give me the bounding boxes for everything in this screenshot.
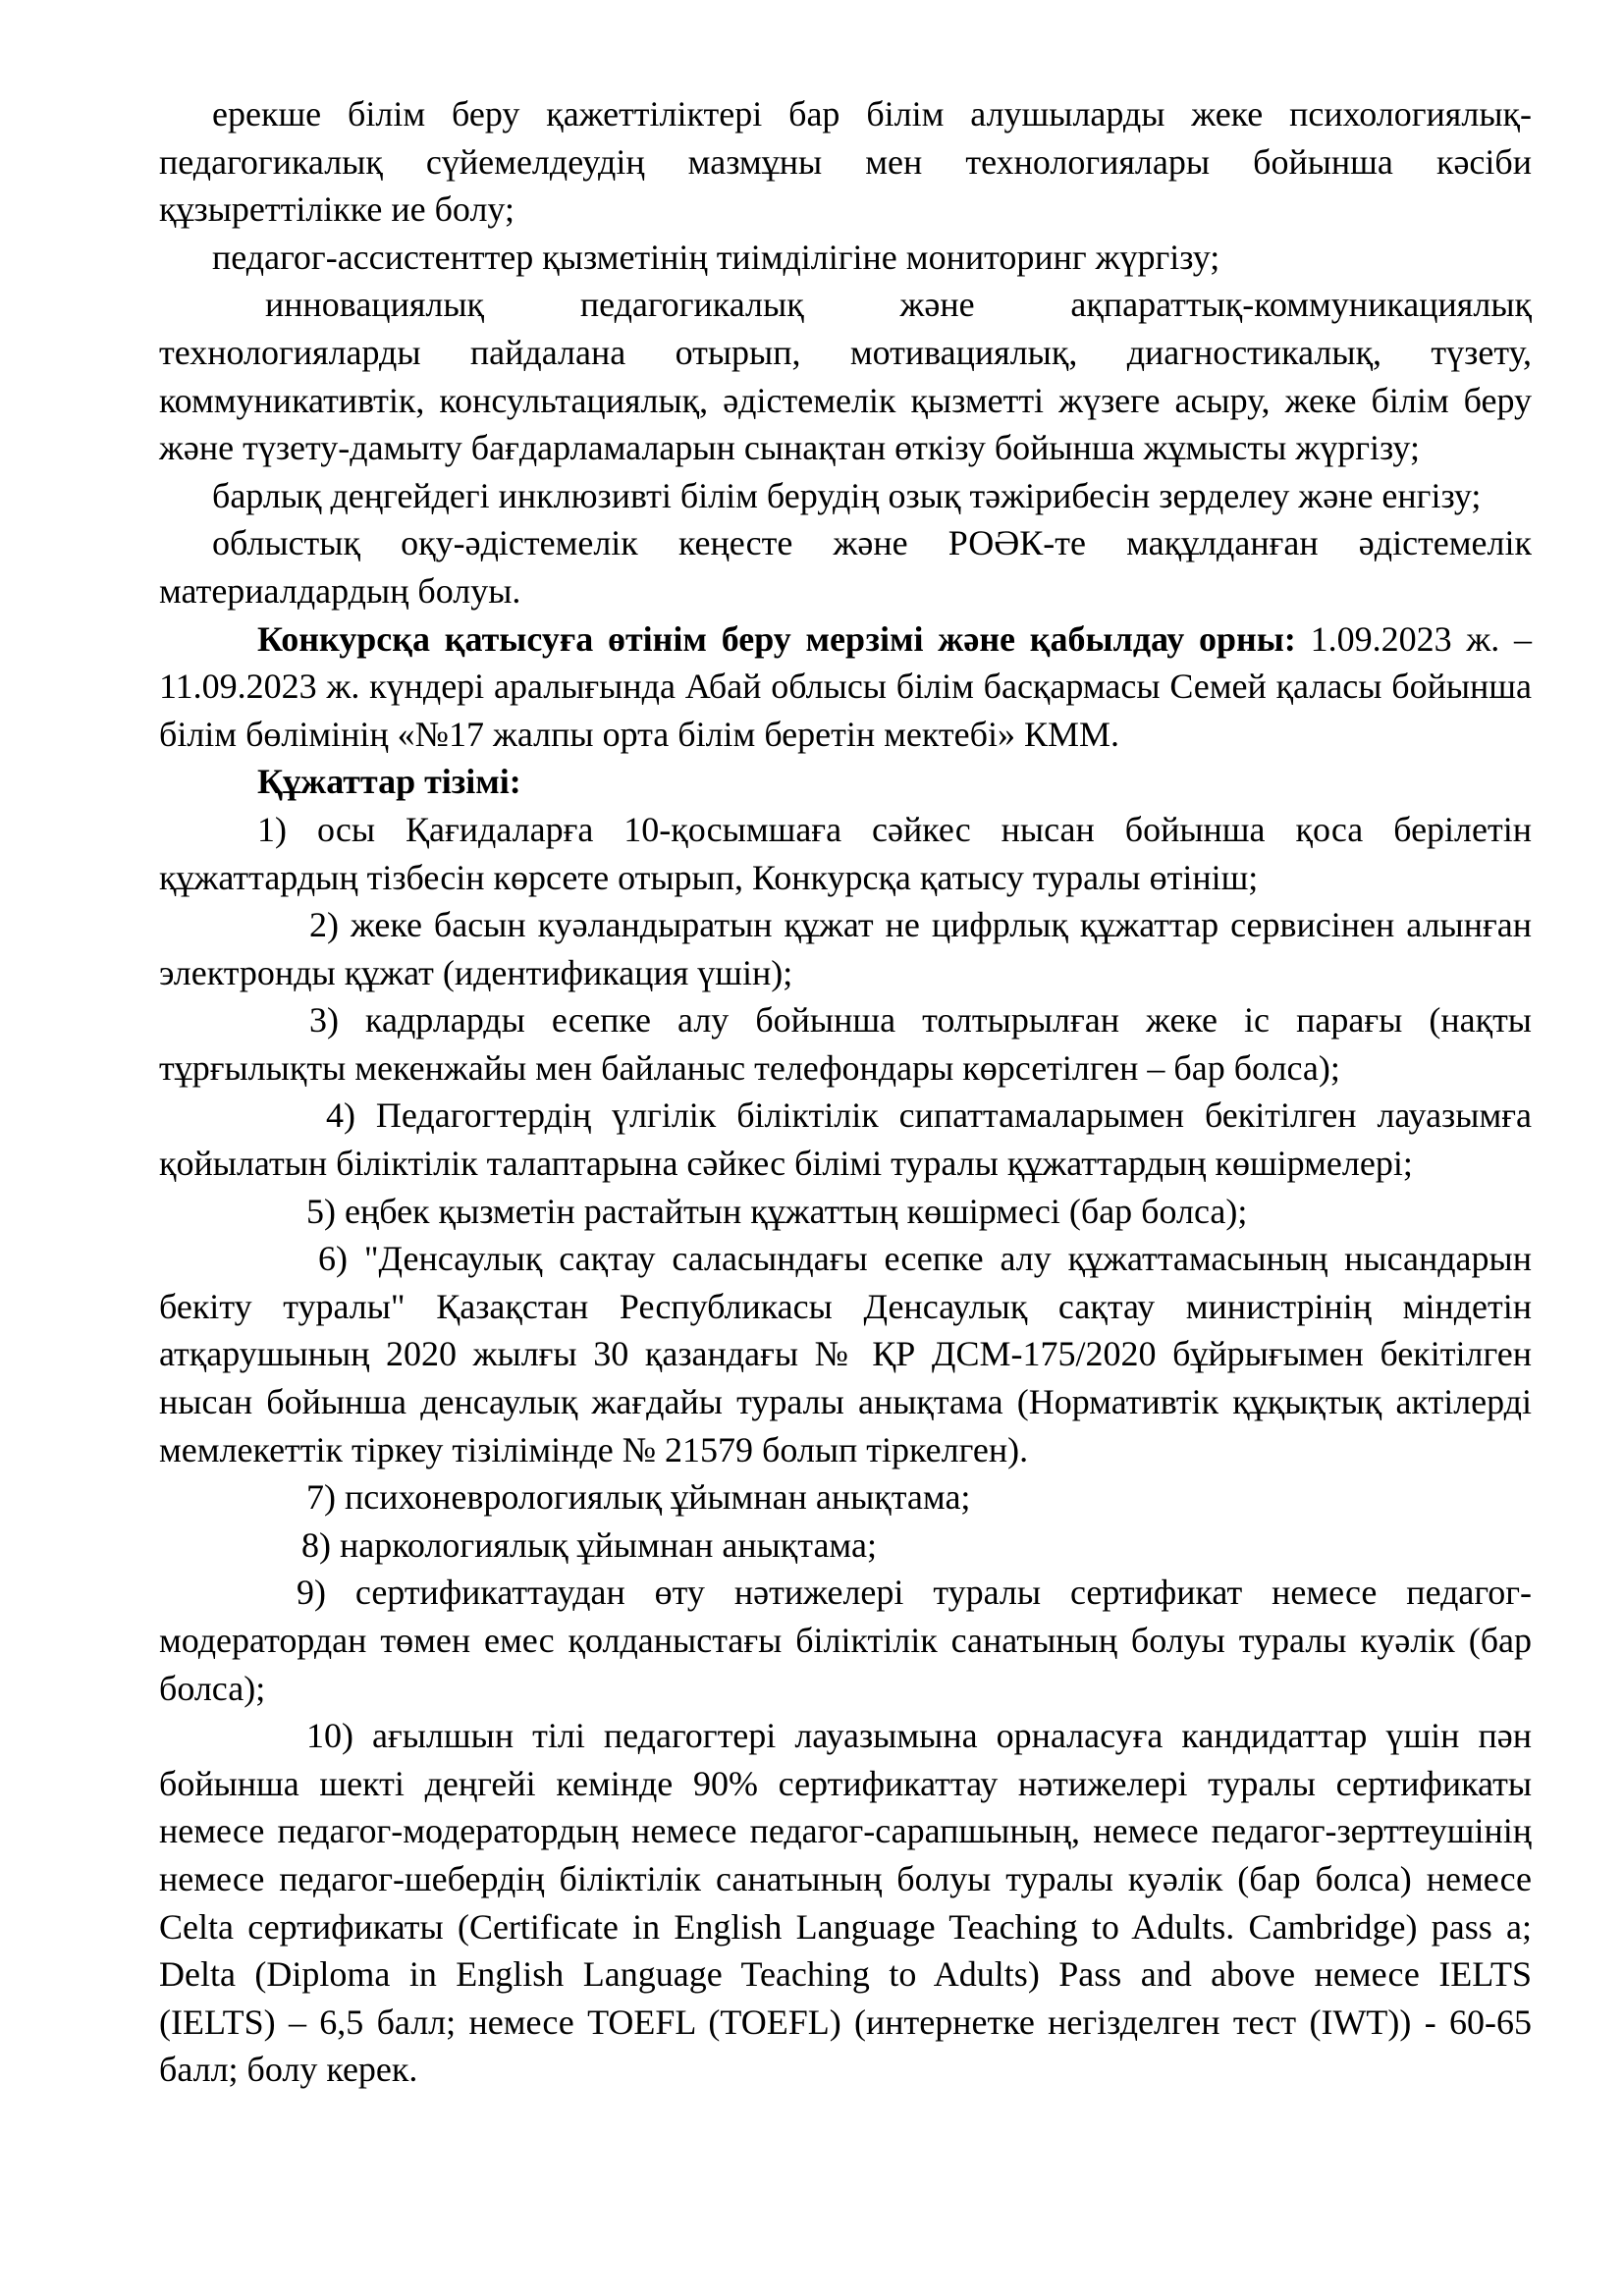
document-item-10: 10) ағылшын тілі педагогтері лауазымына орналасуға кандидаттар үшін пән бойынша шекті деңгейі кемінде 90% сертификаттау нәтижелері туралы сертификаты немесе педагог-модератордың немесе педагог-сарапшының, немесе педагог-зерттеушінің немесе педагог-шебердің біліктілік санатының болуы туралы куәлік (бар болса) немесе Celta сертификаты (Certificate in English Language Teaching to Adults. Cambridge) pass a; Delta (Diploma in English Language Teaching to Adults) Pass and above немесе IELTS (IELTS) – 6,5 балл; немесе TOEFL (TOEFL) (интернетке негізделген тест (IWT)) - 60-65 балл; болу керек.: [159, 1716, 1532, 2090]
deadline-text: 1.09.2023 ж. – 11.09.2023 ж. күндері аралығында Абай облысы білім басқармасы Семей қаласы бойынша білім бөлімінің «№17 жалпы орта білім беретін мектебі» КММ.: [159, 618, 1532, 754]
document-item-2: 2) жеке басын куәландыратын құжат не цифрлық құжаттар сервисінен алынған электронды құжат (идентификация үшін);: [159, 905, 1532, 992]
document-page: [159, 90, 1532, 2094]
documents-heading: [159, 758, 1532, 806]
document-item-7: 7) психоневрологиялық ұйымнан анықтама;: [306, 1477, 971, 1518]
document-item-5: 5) еңбек қызметін растайтын құжаттың көшірмесі (бар болса);: [306, 1191, 1248, 1231]
document-item-8: 8) наркологиялық ұйымнан анықтама;: [301, 1524, 877, 1565]
deadline-label: Конкурсқа қатысуға өтінім беру мерзімі және қабылдау орны:: [257, 618, 1296, 659]
document-item-3: 3) кадрларды есепке алу бойынша толтырылған жеке іс парағы (нақты тұрғылықты мекенжайы мен байланыс телефондары көрсетілген – бар болса);: [159, 1000, 1532, 1088]
documents-heading-text: Құжаттар тізімі:: [257, 762, 521, 802]
paragraph-inclusive: барлық деңгейдегі инклюзивті білім берудің озық тәжірибесін зерделеу және енгізу;: [212, 475, 1482, 515]
paragraph-materials: облыстық оқу-әдістемелік кеңесте және РОӘК-те мақұлданған әдістемелік материалдардың болуы.: [159, 523, 1532, 611]
paragraph-monitoring: педагог-ассистенттер қызметінің тиімділігіне мониторинг жүргізу;: [212, 237, 1220, 277]
document-item-9: 9) сертификаттаудан өту нәтижелері туралы сертификат немесе педагог-модератордан төмен емес қолданыстағы біліктілік санатының болуы туралы куәлік (бар болса);: [159, 1573, 1532, 1708]
paragraph-deadline: [159, 615, 1532, 759]
paragraph-innovative: инновациялық педагогикалық және ақпараттық-коммуникациялық технологияларды пайдалана отырып, мотивациялық, диагностикалық, түзету, коммуникативтік, консультациялық, әдістемелік қызметті жүзеге асыру, жеке білім беру және түзету-дамыту бағдарламаларын сынақтан өткізу бойынша жұмысты жүргізу;: [159, 285, 1532, 468]
paragraph-competence: ерекше білім беру қажеттіліктері бар білім алушыларды жеке психологиялық-педагогикалық сүйемелдеудің мазмұны мен технологиялары бойынша кәсіби құзыреттілікке ие болу;: [159, 94, 1532, 230]
document-item-6: 6) "Денсаулық сақтау саласындағы есепке алу құжаттамасының нысандарын бекіту туралы" Қазақстан Республикасы Денсаулық сақтау министрінің міндетін атқарушының 2020 жылғы 30 қазандағы № ҚР ДСМ-175/2020 бұйрығымен бекітілген нысан бойынша денсаулық жағдайы туралы анықтама (Нормативтік құқықтық актілерді мемлекеттік тіркеу тізілімінде № 21579 болып тіркелген).: [159, 1239, 1532, 1469]
document-item-1: 1) осы Қағидаларға 10-қосымшаға сәйкес нысан бойынша қоса берілетін құжаттардың тізбесін көрсете отырып, Конкурсқа қатысу туралы өтініш;: [159, 809, 1532, 897]
document-item-4: 4) Педагогтердің үлгілік біліктілік сипаттамаларымен бекітілген лауазымға қойылатын біліктілік талаптарына сәйкес білімі туралы құжаттардың көшірмелері;: [159, 1095, 1532, 1184]
